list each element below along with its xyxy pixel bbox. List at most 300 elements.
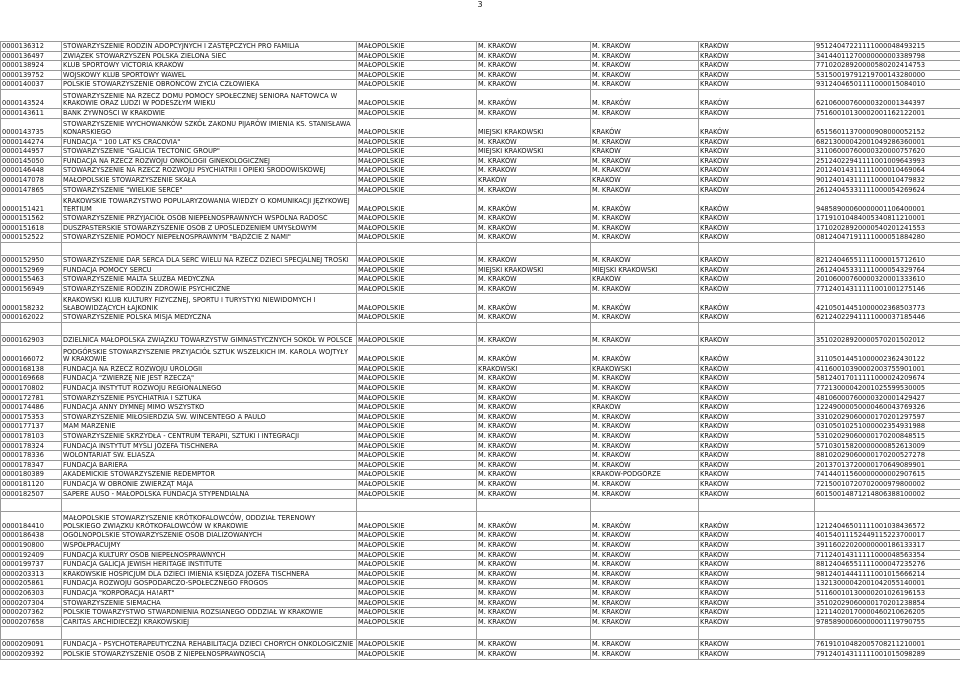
voivodeship-cell: MAŁOPOLSKIE [357, 422, 477, 432]
voivodeship-cell: MAŁOPOLSKIE [357, 608, 477, 618]
organization-name-cell: STOWARZYSZENIE MIŁOSIERDZIA ŚW. WINCENTEGO A PAULO [62, 412, 357, 422]
table-row [1, 156, 960, 166]
voivodeship-cell: MAŁOPOLSKIE [357, 313, 477, 323]
krs-number-cell: 0000145050 [1, 156, 62, 166]
voivodeship-cell: MAŁOPOLSKIE [357, 265, 477, 275]
district-cell: M. KRAKÓW [477, 393, 591, 403]
commune-cell: M. KRAKÓW [591, 61, 699, 71]
district-cell: M. KRAKÓW [477, 550, 591, 560]
district-cell: M. KRAKÓW [477, 336, 591, 346]
voivodeship-cell: MAŁOPOLSKIE [357, 393, 477, 403]
voivodeship-cell: MAŁOPOLSKIE [357, 531, 477, 541]
organization-name-cell: STOWARZYSZENIE SKRZYDŁA - CENTRUM TERAPII, SZTUKI I INTEGRACJI [62, 432, 357, 442]
krs-number-cell: 0000182507 [1, 489, 62, 499]
table-row [1, 441, 960, 451]
voivodeship-cell: MAŁOPOLSKIE [357, 89, 477, 108]
account-number-cell: 25124022941111001009643993 [815, 156, 960, 166]
account-number-cell: 31105014451000002362430122 [815, 345, 960, 364]
voivodeship-cell: MAŁOPOLSKIE [357, 223, 477, 233]
table-row [1, 108, 960, 118]
commune-cell: M. KRAKÓW [591, 256, 699, 266]
krs-number-cell: 0000168138 [1, 364, 62, 374]
district-cell: M. KRAKÓW [477, 608, 591, 618]
account-number-cell: 72150010720702000979800002 [815, 479, 960, 489]
commune-cell: M. KRAKÓW [591, 70, 699, 80]
commune-cell: M. KRAKÓW [591, 540, 699, 550]
organization-name-cell: SAPERE AUSO - MAŁOPOLSKA FUNDACJA STYPENDIALNA [62, 489, 357, 499]
krs-number-cell: 0000172781 [1, 393, 62, 403]
city-cell: KRAKÓW [699, 393, 815, 403]
commune-cell: M. KRAKÓW [591, 579, 699, 589]
account-number-cell: 77124014311111001001275146 [815, 284, 960, 294]
district-cell: M. KRAKÓW [477, 650, 591, 660]
organization-name-cell: FUNDACJA - PSYCHOTERAPEUTYCZNA REHABILITACJA DZIECI CHORYCH ONKOLOGICZNIE [62, 640, 357, 650]
district-cell: M. KRAKÓW [477, 512, 591, 531]
krs-number-cell: 0000152969 [1, 265, 62, 275]
organization-name-cell: CARITAS ARCHIDIECEZJI KRAKOWSKIEJ [62, 617, 357, 627]
district-cell: M. KRAKÓW [477, 80, 591, 90]
blank-cell [591, 242, 699, 255]
city-cell: KRAKÓW [699, 214, 815, 224]
organization-name-cell: FUNDACJA ANNY DYMNEJ MIMO WSZYSTKO [62, 403, 357, 413]
account-number-cell: 40154011152449115223700017 [815, 531, 960, 541]
account-number-cell: 12124046501111001038436572 [815, 512, 960, 531]
organization-name-cell: STOWARZYSZENIE RODZIN ZDROWIE PSYCHICZNE [62, 284, 357, 294]
district-cell: M. KRAKÓW [477, 531, 591, 541]
district-cell: M. KRAKÓW [477, 479, 591, 489]
organization-name-cell: FUNDACJA NA RZECZ ROZWOJU ONKOLOGII GINEKOLOGICZNEJ [62, 156, 357, 166]
account-number-cell: 60150014871214806388100002 [815, 489, 960, 499]
table-row [1, 364, 960, 374]
krs-number-cell: 0000143524 [1, 89, 62, 108]
krs-number-cell: 0000175353 [1, 412, 62, 422]
city-cell: KRAKÓW [699, 294, 815, 313]
table-row [1, 479, 960, 489]
table-row [1, 233, 960, 243]
district-cell: M. KRAKÓW [477, 156, 591, 166]
blank-cell [699, 627, 815, 640]
voivodeship-cell: MAŁOPOLSKIE [357, 412, 477, 422]
district-cell: M. KRAKÓW [477, 275, 591, 285]
commune-cell: M. KRAKÓW [591, 195, 699, 214]
blank-cell [1, 627, 62, 640]
organization-name-cell: STOWARZYSZENIE "WIELKIE SERCE" [62, 185, 357, 195]
krs-number-cell: 0000177137 [1, 422, 62, 432]
organization-name-cell: POLSKIE TOWARZYSTWO STWARDNIENIA ROZSIANEGO ODDZIAŁ W KRAKOWIE [62, 608, 357, 618]
district-cell: M. KRAKÓW [477, 588, 591, 598]
organizations-table [0, 41, 960, 660]
blank-row [1, 242, 960, 255]
commune-cell: M. KRAKÓW [591, 374, 699, 384]
account-number-cell: 65156011370000908000052152 [815, 118, 960, 137]
organization-name-cell: FUNDACJA KULTURY OSÓB NIEPEŁNOSPRAWNYCH [62, 550, 357, 560]
organization-name-cell: MAŁOPOLSKIE STOWARZYSZENIE SKAŁA [62, 175, 357, 185]
city-cell: KRAKÓW [699, 470, 815, 480]
city-cell: KRAKÓW [699, 608, 815, 618]
account-number-cell: 79124014311111001015098289 [815, 650, 960, 660]
table-row [1, 470, 960, 480]
organization-name-cell: WSPÓŁPRACUJMY [62, 540, 357, 550]
table-row [1, 403, 960, 413]
commune-cell: M. KRAKÓW [591, 214, 699, 224]
voivodeship-cell: MAŁOPOLSKIE [357, 147, 477, 157]
district-cell: M. KRAKÓW [477, 540, 591, 550]
account-number-cell: 33102029060000170201297597 [815, 412, 960, 422]
organization-name-cell: POLSKIE STOWARZYSZENIE OBROŃCÓW ŻYCIA CZŁOWIEKA [62, 80, 357, 90]
krs-number-cell: 0000151562 [1, 214, 62, 224]
commune-cell: M. KRAKÓW [591, 451, 699, 461]
commune-cell: M. KRAKÓW [591, 489, 699, 499]
commune-cell: M. KRAKÓW [591, 156, 699, 166]
table-row [1, 384, 960, 394]
commune-cell: M. KRAKÓW [591, 460, 699, 470]
district-cell: M. KRAKÓW [477, 185, 591, 195]
voivodeship-cell: MAŁOPOLSKIE [357, 560, 477, 570]
krs-number-cell: 0000143735 [1, 118, 62, 137]
account-number-cell: 82124046551111000015712610 [815, 256, 960, 266]
district-cell: MIEJSKI KRAKOWSKI [477, 265, 591, 275]
voivodeship-cell: MAŁOPOLSKIE [357, 374, 477, 384]
account-number-cell: 39116022020000000186133317 [815, 540, 960, 550]
krs-number-cell: 0000144957 [1, 147, 62, 157]
voivodeship-cell: MAŁOPOLSKIE [357, 640, 477, 650]
organization-name-cell: FUNDACJA POMOCY SERCU [62, 265, 357, 275]
krs-number-cell: 0000186438 [1, 531, 62, 541]
commune-cell: M. KRAKÓW [591, 345, 699, 364]
organization-name-cell: FUNDACJA "KORPORACJA HA!ART" [62, 588, 357, 598]
district-cell: M. KRAKÓW [477, 412, 591, 422]
city-cell: KRAKÓW [699, 195, 815, 214]
krs-number-cell: 0000147078 [1, 175, 62, 185]
commune-cell: M. KRAKÓW [591, 223, 699, 233]
krs-number-cell: 0000205861 [1, 579, 62, 589]
krs-number-cell: 0000158232 [1, 294, 62, 313]
account-number-cell: 08124047191111000051884280 [815, 233, 960, 243]
table-row [1, 118, 960, 137]
city-cell: KRAKÓW [699, 313, 815, 323]
krs-number-cell: 0000155463 [1, 275, 62, 285]
district-cell: M. KRAKÓW [477, 579, 591, 589]
commune-cell: M. KRAKÓW [591, 42, 699, 52]
voivodeship-cell: MAŁOPOLSKIE [357, 156, 477, 166]
blank-cell [477, 627, 591, 640]
commune-cell: M. KRAKÓW [591, 393, 699, 403]
commune-cell: M. KRAKÓW [591, 336, 699, 346]
account-number-cell: 71124014311111000048563354 [815, 550, 960, 560]
blank-cell [591, 323, 699, 336]
blank-cell [815, 242, 960, 255]
krs-number-cell: 0000180389 [1, 470, 62, 480]
organization-name-cell: FUNDACJA BARIERA [62, 460, 357, 470]
account-number-cell: 35102028920000570201502012 [815, 336, 960, 346]
account-number-cell: 20137013720000170649089901 [815, 460, 960, 470]
table-row [1, 617, 960, 627]
table-row [1, 569, 960, 579]
organization-name-cell: STOWARZYSZENIE NA RZECZ ROZWOJU PSYCHIATRII I OPIEKI ŚRODOWISKOWEJ [62, 166, 357, 176]
district-cell: M. KRAKÓW [477, 51, 591, 61]
account-number-cell: 03105010251000002354931988 [815, 422, 960, 432]
district-cell: M. KRAKÓW [477, 432, 591, 442]
organization-name-cell: FUNDACJA INSTYTUT ROZWOJU REGIONALNEGO [62, 384, 357, 394]
district-cell: M. KRAKÓW [477, 489, 591, 499]
account-number-cell: 76191010482005708211210001 [815, 640, 960, 650]
commune-cell: M. KRAKÓW [591, 80, 699, 90]
district-cell: M. KRAKÓW [477, 214, 591, 224]
city-cell: KRAKÓW [699, 531, 815, 541]
blank-cell [62, 499, 357, 512]
commune-cell: M. KRAKÓW [591, 412, 699, 422]
commune-cell: M. KRAKÓW [591, 569, 699, 579]
city-cell: KRAKÓW [699, 275, 815, 285]
krs-number-cell: 0000178103 [1, 432, 62, 442]
city-cell: KRAKÓW [699, 412, 815, 422]
krs-number-cell: 0000136497 [1, 51, 62, 61]
commune-cell: M. KRAKÓW [591, 650, 699, 660]
voivodeship-cell: MAŁOPOLSKIE [357, 579, 477, 589]
table-row [1, 51, 960, 61]
account-number-cell: 35102029060000170201238854 [815, 598, 960, 608]
krs-number-cell: 0000151421 [1, 195, 62, 214]
commune-cell: M. KRAKÓW [591, 233, 699, 243]
account-number-cell: 58124017011111000024209674 [815, 374, 960, 384]
voivodeship-cell: MAŁOPOLSKIE [357, 51, 477, 61]
district-cell: MIEJSKI KRAKOWSKI [477, 118, 591, 137]
district-cell: M. KRAKÓW [477, 441, 591, 451]
organization-name-cell: STOWARZYSZENIE POLSKA MISJA MEDYCZNA [62, 313, 357, 323]
account-number-cell: 57103015820000000852613009 [815, 441, 960, 451]
voivodeship-cell: MAŁOPOLSKIE [357, 70, 477, 80]
page-number: 3 [477, 0, 483, 9]
organization-name-cell: FUNDACJA GALICJA JEWISH HERITAGE INSTITUTE [62, 560, 357, 570]
voivodeship-cell: MAŁOPOLSKIE [357, 403, 477, 413]
table-row [1, 294, 960, 313]
blank-cell [477, 323, 591, 336]
organization-name-cell: FUNDACJA "ZWIERZĘ NIE JEST RZECZĄ" [62, 374, 357, 384]
city-cell: KRAKÓW [699, 550, 815, 560]
krs-number-cell: 0000147865 [1, 185, 62, 195]
commune-cell: KRAKÓW [591, 118, 699, 137]
voivodeship-cell: MAŁOPOLSKIE [357, 489, 477, 499]
organization-name-cell: STOWARZYSZENIE POMOCY NIEPEŁNOSPRAWNYM "BĄDŹCIE Z NAMI" [62, 233, 357, 243]
account-number-cell: 26124045331111000054329764 [815, 265, 960, 275]
voivodeship-cell: MAŁOPOLSKIE [357, 185, 477, 195]
account-number-cell: 98124014441111001015666214 [815, 569, 960, 579]
city-cell: KRAKÓW [699, 147, 815, 157]
blank-cell [1, 499, 62, 512]
district-cell: KRAKOWSKI [477, 364, 591, 374]
account-number-cell: 41160010390002003755901001 [815, 364, 960, 374]
organization-name-cell: MAM MARZENIE [62, 422, 357, 432]
account-number-cell: 62124022941111000037185446 [815, 313, 960, 323]
account-number-cell: 13213000042001042055140001 [815, 579, 960, 589]
account-number-cell: 34144011270000000003389798 [815, 51, 960, 61]
account-number-cell: 77213000042001025599530005 [815, 384, 960, 394]
organization-name-cell: BANK ŻYWNOŚCI W KRAKOWIE [62, 108, 357, 118]
table-row [1, 451, 960, 461]
blank-cell [815, 323, 960, 336]
table-row [1, 214, 960, 224]
organization-name-cell: DZIELNICA MAŁOPOLSKA ZWIĄZKU TOWARZYSTW GIMNASTYCZNYCH SOKÓŁ W POLSCE [62, 336, 357, 346]
account-number-cell: 97858900060000001119790755 [815, 617, 960, 627]
table-row [1, 89, 960, 108]
table-row [1, 42, 960, 52]
city-cell: KRAKÓW [699, 364, 815, 374]
organization-name-cell: FUNDACJA W OBRONIE ZWIERZĄT MAJA [62, 479, 357, 489]
city-cell: KRAKÓW [699, 108, 815, 118]
voivodeship-cell: MAŁOPOLSKIE [357, 118, 477, 137]
table-row [1, 345, 960, 364]
commune-cell: M. KRAKÓW [591, 384, 699, 394]
blank-cell [477, 242, 591, 255]
city-cell: KRAKÓW [699, 185, 815, 195]
city-cell: KRAKÓW [699, 617, 815, 627]
voivodeship-cell: MAŁOPOLSKIE [357, 233, 477, 243]
organization-name-cell: STOWARZYSZENIE PRZYJACIÓŁ OSÓB NIEPEŁNOSPRAWNYCH WSPÓLNA RADOŚĆ [62, 214, 357, 224]
table-row [1, 540, 960, 550]
city-cell: KRAKÓW [699, 441, 815, 451]
city-cell: KRAKÓW [699, 384, 815, 394]
district-cell: M. KRAKÓW [477, 42, 591, 52]
krs-number-cell: 0000139752 [1, 70, 62, 80]
blank-row [1, 499, 960, 512]
account-number-cell: 75160010130002001162122001 [815, 108, 960, 118]
krs-number-cell: 0000136312 [1, 42, 62, 52]
account-number-cell: 77102028920000580202414753 [815, 61, 960, 71]
organization-name-cell: MAŁOPOLSKIE STOWARZYSZENIE KRÓTKOFALOWCÓW, ODDZIAŁ TERENOWY POLSKIEGO ZWIĄZKU KRÓTKOFALOWCÓW W KRAKOWIE [62, 512, 357, 531]
table-row [1, 588, 960, 598]
voivodeship-cell: MAŁOPOLSKIE [357, 441, 477, 451]
city-cell: KRAKÓW [699, 489, 815, 499]
district-cell: M. KRAKÓW [477, 70, 591, 80]
organization-name-cell: KRAKOWSKI KLUB KULTURY FIZYCZNEJ, SPORTU I TURYSTYKI NIEWIDOMYCH I SŁABOWIDZĄCYCH ŁAJKONIK [62, 294, 357, 313]
table-row [1, 550, 960, 560]
city-cell: KRAKÓW [699, 432, 815, 442]
city-cell: KRAKÓW [699, 118, 815, 137]
blank-cell [62, 242, 357, 255]
krs-number-cell: 0000184410 [1, 512, 62, 531]
district-cell: M. KRAKÓW [477, 569, 591, 579]
krs-number-cell: 0000209392 [1, 650, 62, 660]
voivodeship-cell: MAŁOPOLSKIE [357, 550, 477, 560]
table-row [1, 579, 960, 589]
account-number-cell: 62106000760000320001344397 [815, 89, 960, 108]
city-cell: KRAKÓW [699, 51, 815, 61]
voivodeship-cell: MAŁOPOLSKIE [357, 175, 477, 185]
table-row [1, 412, 960, 422]
city-cell: KRAKÓW [699, 89, 815, 108]
district-cell: M. KRAKÓW [477, 195, 591, 214]
organization-name-cell: STOWARZYSZENIE WYCHOWANKÓW SZKÓŁ ZAKONU PIJARÓW IMIENIA KS. STANISŁAWA KONARSKIEGO [62, 118, 357, 137]
voivodeship-cell: MAŁOPOLSKIE [357, 195, 477, 214]
organization-name-cell: KLUB SPORTOWY VICTORIA KRAKÓW [62, 61, 357, 71]
commune-cell: M. KRAKÓW [591, 185, 699, 195]
district-cell: M. KRAKÓW [477, 403, 591, 413]
commune-cell: M. KRAKÓW [591, 560, 699, 570]
krs-number-cell: 0000166072 [1, 345, 62, 364]
account-number-cell: 88102029060000170200527278 [815, 451, 960, 461]
account-number-cell: 48106000760000320001429427 [815, 393, 960, 403]
district-cell: M. KRAKÓW [477, 345, 591, 364]
commune-cell: M. KRAKÓW [591, 598, 699, 608]
blank-cell [815, 627, 960, 640]
voivodeship-cell: MAŁOPOLSKIE [357, 432, 477, 442]
commune-cell: KRAKÓW [591, 175, 699, 185]
table-row [1, 175, 960, 185]
voivodeship-cell: MAŁOPOLSKIE [357, 336, 477, 346]
table-row [1, 608, 960, 618]
blank-cell [699, 242, 815, 255]
district-cell: M. KRAKÓW [477, 61, 591, 71]
city-cell: KRAKÓW [699, 336, 815, 346]
commune-cell: KRAKÓW [591, 403, 699, 413]
krs-number-cell: 0000146448 [1, 166, 62, 176]
table-row [1, 284, 960, 294]
commune-cell: M. KRAKÓW [591, 432, 699, 442]
commune-cell: M. KRAKÓW [591, 441, 699, 451]
account-number-cell: 12114020170000460210626205 [815, 608, 960, 618]
voivodeship-cell: MAŁOPOLSKIE [357, 275, 477, 285]
krs-number-cell: 0000178324 [1, 441, 62, 451]
organization-name-cell: DUSZPASTERSKIE STOWARZYSZENIE OSÓB Z UPOŚLEDZENIEM UMYSŁOWYM [62, 223, 357, 233]
blank-cell [699, 323, 815, 336]
voivodeship-cell: MAŁOPOLSKIE [357, 137, 477, 147]
blank-cell [591, 499, 699, 512]
account-number-cell: 95124047221111000048493215 [815, 42, 960, 52]
krs-number-cell: 0000151618 [1, 223, 62, 233]
city-cell: KRAKÓW [699, 460, 815, 470]
blank-cell [1, 323, 62, 336]
organization-name-cell: PODGÓRSKIE STOWARZYSZENIE PRZYJACIÓŁ SZTUK WSZELKICH IM. KAROLA WOJTYŁY W KRAKOWIE [62, 345, 357, 364]
district-cell: M. KRAKÓW [477, 166, 591, 176]
district-cell: M. KRAKÓW [477, 284, 591, 294]
organization-name-cell: FUNDACJA INSTYTUT MYŚLI JÓZEFA TISCHNERA [62, 441, 357, 451]
account-number-cell: 53102029060000170200848515 [815, 432, 960, 442]
krs-number-cell: 0000207658 [1, 617, 62, 627]
blank-cell [62, 627, 357, 640]
city-cell: KRAKÓW [699, 598, 815, 608]
table-row [1, 422, 960, 432]
krs-number-cell: 0000170802 [1, 384, 62, 394]
krs-number-cell: 0000144274 [1, 137, 62, 147]
organization-name-cell: STOWARZYSZENIE "GALICIA TECTONIC GROUP" [62, 147, 357, 157]
district-cell: M. KRAKÓW [477, 256, 591, 266]
blank-cell [591, 627, 699, 640]
district-cell: M. KRAKÓW [477, 294, 591, 313]
city-cell: KRAKÓW [699, 345, 815, 364]
krs-number-cell: 0000203313 [1, 569, 62, 579]
krs-number-cell: 0000199737 [1, 560, 62, 570]
city-cell: KRAKÓW [699, 374, 815, 384]
organization-name-cell: FUNDACJA ROZWOJU GOSPODARCZO-SPOŁECZNEGO FROGOS [62, 579, 357, 589]
blank-cell [357, 242, 477, 255]
commune-cell: M. KRAKÓW [591, 608, 699, 618]
city-cell: KRAKÓW [699, 451, 815, 461]
table-row [1, 223, 960, 233]
city-cell: KRAKÓW [699, 403, 815, 413]
table-row [1, 61, 960, 71]
krs-number-cell: 0000152522 [1, 233, 62, 243]
commune-cell: M. KRAKÓW [591, 588, 699, 598]
voivodeship-cell: MAŁOPOLSKIE [357, 108, 477, 118]
commune-cell: M. KRAKÓW [591, 617, 699, 627]
krs-number-cell: 0000174486 [1, 403, 62, 413]
krs-number-cell: 0000138924 [1, 61, 62, 71]
table-row [1, 70, 960, 80]
organization-name-cell: FUNDACJA NA RZECZ ROZWOJU UROLOGII [62, 364, 357, 374]
city-cell: KRAKÓW [699, 265, 815, 275]
organization-name-cell: FUNDACJA " 100 LAT KS CRACOVIA" [62, 137, 357, 147]
organization-name-cell: POLSKIE STOWARZYSZENIE OSÓB Z NIEPEŁNOSPRAWNOŚCIĄ [62, 650, 357, 660]
